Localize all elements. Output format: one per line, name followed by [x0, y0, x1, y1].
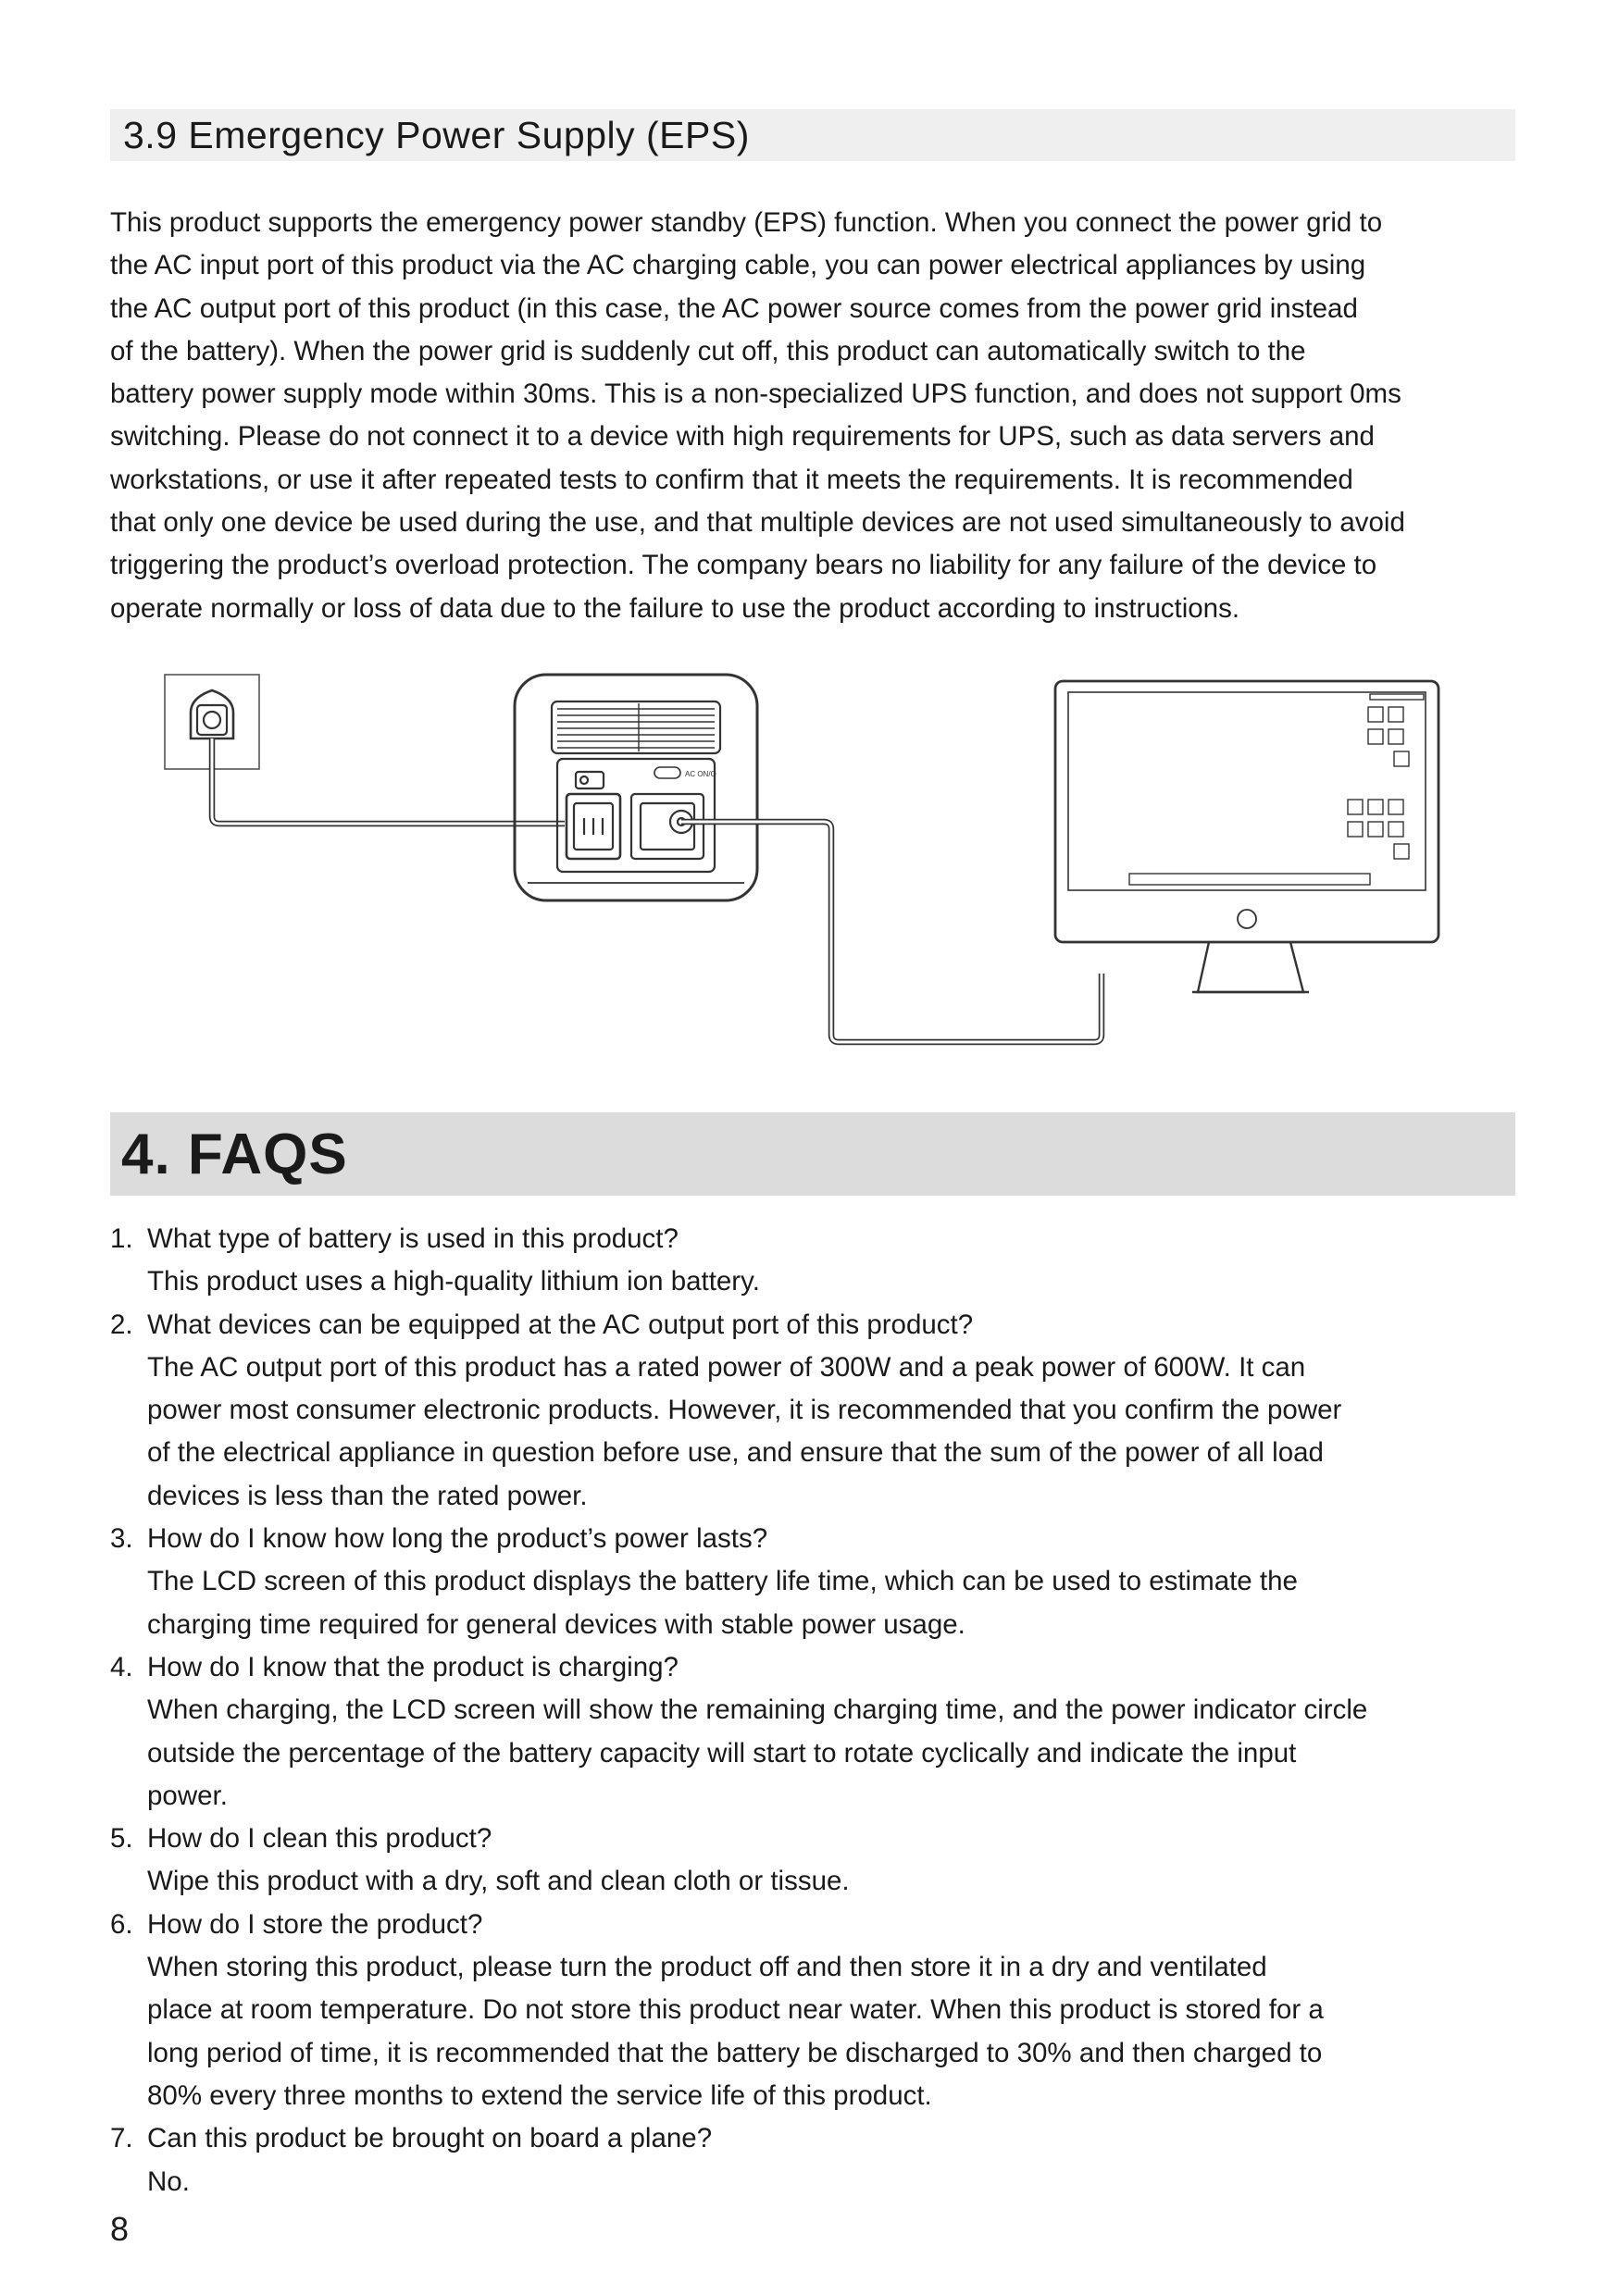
faq-question: How do I know that the product is charging?: [147, 1651, 679, 1682]
eps-line: of the battery). When the power grid is suddenly cut off, this product can automatically switch to the: [110, 335, 1306, 366]
eps-line: workstations, or use it after repeated tests to confirm that it meets the requirements. It is recommended: [110, 464, 1353, 495]
eps-line: operate normally or loss of data due to the failure to use the product according to instructions.: [110, 592, 1240, 624]
faq-answer-line: This product uses a high-quality lithium ion battery.: [147, 1266, 760, 1297]
faq-item: [110, 2117, 1526, 2203]
faq-answer-line: Wipe this product with a dry, soft and clean cloth or tissue.: [147, 1866, 850, 1897]
eps-line: the AC input port of this product via the AC charging cable, you can power electrical appliances by using: [110, 250, 1366, 281]
page-number: 8: [110, 2210, 130, 2248]
faq-answer-line: When charging, the LCD screen will show the remaining charging time, and the power indicator circle: [147, 1694, 1368, 1726]
faq-question: What devices can be equipped at the AC output port of this product?: [147, 1309, 974, 1340]
faq-item: [110, 1904, 1526, 2117]
faq-number: 7.: [110, 2123, 133, 2154]
faq-answer-line: of the electrical appliance in question before use, and ensure that the sum of the power of all load: [147, 1437, 1324, 1469]
faq-item: [110, 1818, 1526, 1904]
faq-answer-line: power most consumer electronic products. However, it is recommended that you confirm the power: [147, 1395, 1342, 1426]
faq-question: What type of battery is used in this product?: [147, 1223, 679, 1254]
ac-output-cable: [681, 822, 1102, 1042]
section-3-9-title: 3.9 Emergency Power Supply (EPS): [123, 114, 750, 156]
faq-answer-line: place at room temperature. Do not store this product near water. When this product is stored for a: [147, 1994, 1324, 2026]
eps-line: triggering the product’s overload protection. The company bears no liability for any failure of the device to: [110, 550, 1377, 581]
faq-item: [110, 1518, 1526, 1646]
eps-line: battery power supply mode within 30ms. This is a non-specialized UPS function, and does not support 0ms: [110, 379, 1401, 410]
ac-input-cable: [212, 738, 565, 824]
faq-item: [110, 1304, 1526, 1518]
section-4-title: 4. FAQS: [121, 1123, 348, 1186]
faq-answer-line: devices is less than the rated power.: [147, 1480, 588, 1511]
faq-answer-line: power.: [147, 1780, 228, 1811]
faq-number: 5.: [110, 1823, 133, 1855]
ac-switch-label: AC ON/O: [685, 770, 716, 778]
faq-number: 4.: [110, 1651, 133, 1682]
section-3-9-header: [110, 109, 1515, 161]
faq-item: [110, 1218, 1526, 1304]
faq-answer-line: charging time required for general devices with stable power usage.: [147, 1608, 965, 1640]
eps-line: that only one device be used during the use, and that multiple devices are not used simultaneously to avoid: [110, 507, 1405, 539]
eps-description: [110, 202, 1526, 630]
faq-number: 3.: [110, 1523, 133, 1555]
faq-item: [110, 1646, 1526, 1818]
faq-number: 2.: [110, 1309, 133, 1340]
eps-line: switching. Please do not connect it to a device with high requirements for UPS, such as data servers and: [110, 421, 1375, 453]
eps-connection-diagram: [157, 659, 1453, 1057]
faq-answer-line: The AC output port of this product has a rated power of 300W and a peak power of 600W. It can: [147, 1351, 1306, 1383]
faq-answer-line: When storing this product, please turn the product off and then store it in a dry and ventilated: [147, 1952, 1267, 1983]
faq-answer-line: 80% every three months to extend the service life of this product.: [147, 2079, 932, 2111]
power-station-icon: [515, 675, 757, 900]
faq-number: 6.: [110, 1908, 133, 1940]
faq-answer-line: No.: [147, 2166, 190, 2197]
eps-line: This product supports the emergency power standby (EPS) function. When you connect the power grid to: [110, 207, 1383, 238]
faq-list: [110, 1218, 1526, 2203]
faq-question: How do I store the product?: [147, 1908, 483, 1940]
monitor-icon: [1055, 681, 1438, 992]
faq-question: Can this product be brought on board a plane?: [147, 2123, 713, 2154]
faq-question: How do I know how long the product’s power lasts?: [147, 1523, 768, 1555]
faq-number: 1.: [110, 1223, 133, 1254]
section-4-header: [110, 1112, 1515, 1196]
faq-answer-line: long period of time, it is recommended that the battery be discharged to 30% and then charged to: [147, 2037, 1323, 2068]
faq-answer-line: The LCD screen of this product displays the battery life time, which can be used to estimate the: [147, 1566, 1298, 1597]
eps-line: the AC output port of this product (in this case, the AC power source comes from the power grid instead: [110, 292, 1358, 324]
faq-answer-line: outside the percentage of the battery capacity will start to rotate cyclically and indicate the input: [147, 1737, 1297, 1769]
faq-question: How do I clean this product?: [147, 1823, 492, 1855]
